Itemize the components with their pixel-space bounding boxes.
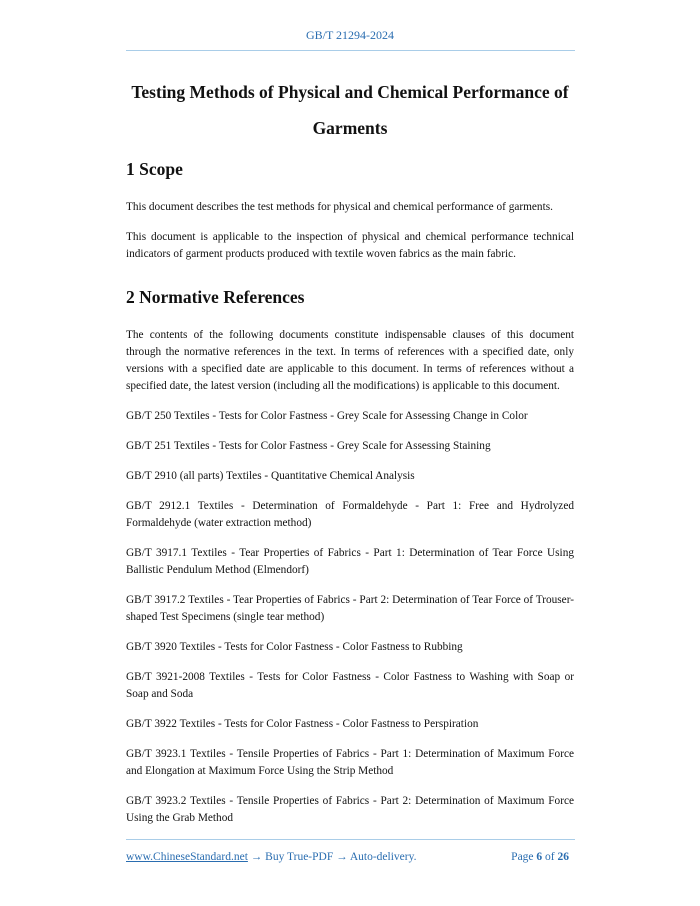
reference-item: GB/T 3917.1 Textiles - Tear Properties of Fabrics - Part 1: Determination of Tear Force Using Ballistic Pendulum Method (Elmendorf) [126, 547, 574, 576]
reference-item: GB/T 3923.1 Textiles - Tensile Properties of Fabrics - Part 1: Determination of Maximum Force and Elongation at Maximum Force Using the Strip Method [126, 748, 574, 777]
header-divider [126, 50, 575, 51]
footer-promo-text: → Buy True-PDF → Auto-delivery. [247, 851, 417, 863]
reference-item: GB/T 250 Textiles - Tests for Color Fastness - Grey Scale for Assessing Change in Color [126, 410, 528, 422]
page-indicator [511, 849, 569, 865]
reference-item: GB/T 3917.2 Textiles - Tear Properties of Fabrics - Part 2: Determination of Tear Force of Trouser-shaped Test Specimens (single tear method) [126, 594, 574, 623]
reference-item: GB/T 3923.2 Textiles - Tensile Properties of Fabrics - Part 2: Determination of Maximum Force Using the Grab Method [126, 795, 574, 824]
document-title-line-2: Garments [312, 118, 388, 138]
reference-item: GB/T 3921-2008 Textiles - Tests for Color Fastness - Color Fastness to Washing with Soap or Soap and Soda [126, 671, 574, 700]
document-title [126, 74, 574, 146]
footer-divider [126, 839, 575, 840]
reference-item: GB/T 3920 Textiles - Tests for Color Fastness - Color Fastness to Rubbing [126, 641, 463, 653]
header-doc-code: GB/T 21294-2024 [305, 28, 395, 42]
reference-list [126, 408, 574, 827]
document-body [126, 74, 574, 827]
scope-paragraph-2: This document is applicable to the inspection of physical and chemical performance technical indicators of garment products produced with textile woven fabrics as the main fabric. [126, 231, 574, 260]
document-title-line-1: Testing Methods of Physical and Chemical Performance of [131, 82, 569, 102]
chinesestandard-link[interactable]: www.ChineseStandard.net [126, 851, 248, 863]
reference-item: GB/T 2912.1 Textiles - Determination of Formaldehyde - Part 1: Free and Hydrolyzed Formaldehyde (water extraction method) [126, 500, 574, 529]
page-of-label: of [545, 851, 555, 863]
page-label: Page [511, 851, 534, 863]
section-heading-scope: 1 Scope [126, 159, 183, 179]
scope-paragraph-1: This document describes the test methods for physical and chemical performance of garments. [126, 201, 553, 213]
reference-item: GB/T 251 Textiles - Tests for Color Fastness - Grey Scale for Assessing Staining [126, 440, 491, 452]
page-current: 6 [536, 851, 543, 863]
reference-item: GB/T 3922 Textiles - Tests for Color Fastness - Color Fastness to Perspiration [126, 718, 479, 730]
page-total: 26 [557, 851, 569, 863]
normative-references-intro: The contents of the following documents constitute indispensable clauses of this document through the normative references in the text. In terms of references with a specified date, only versions with a specified date are applicable to this document. In terms of references without a specified date, the latest version (including all the modifications) is applicable to this document. [126, 329, 574, 392]
footer-promo [126, 849, 416, 865]
section-heading-normative-references: 2 Normative References [126, 287, 305, 307]
reference-item: GB/T 2910 (all parts) Textiles - Quantitative Chemical Analysis [126, 470, 415, 482]
